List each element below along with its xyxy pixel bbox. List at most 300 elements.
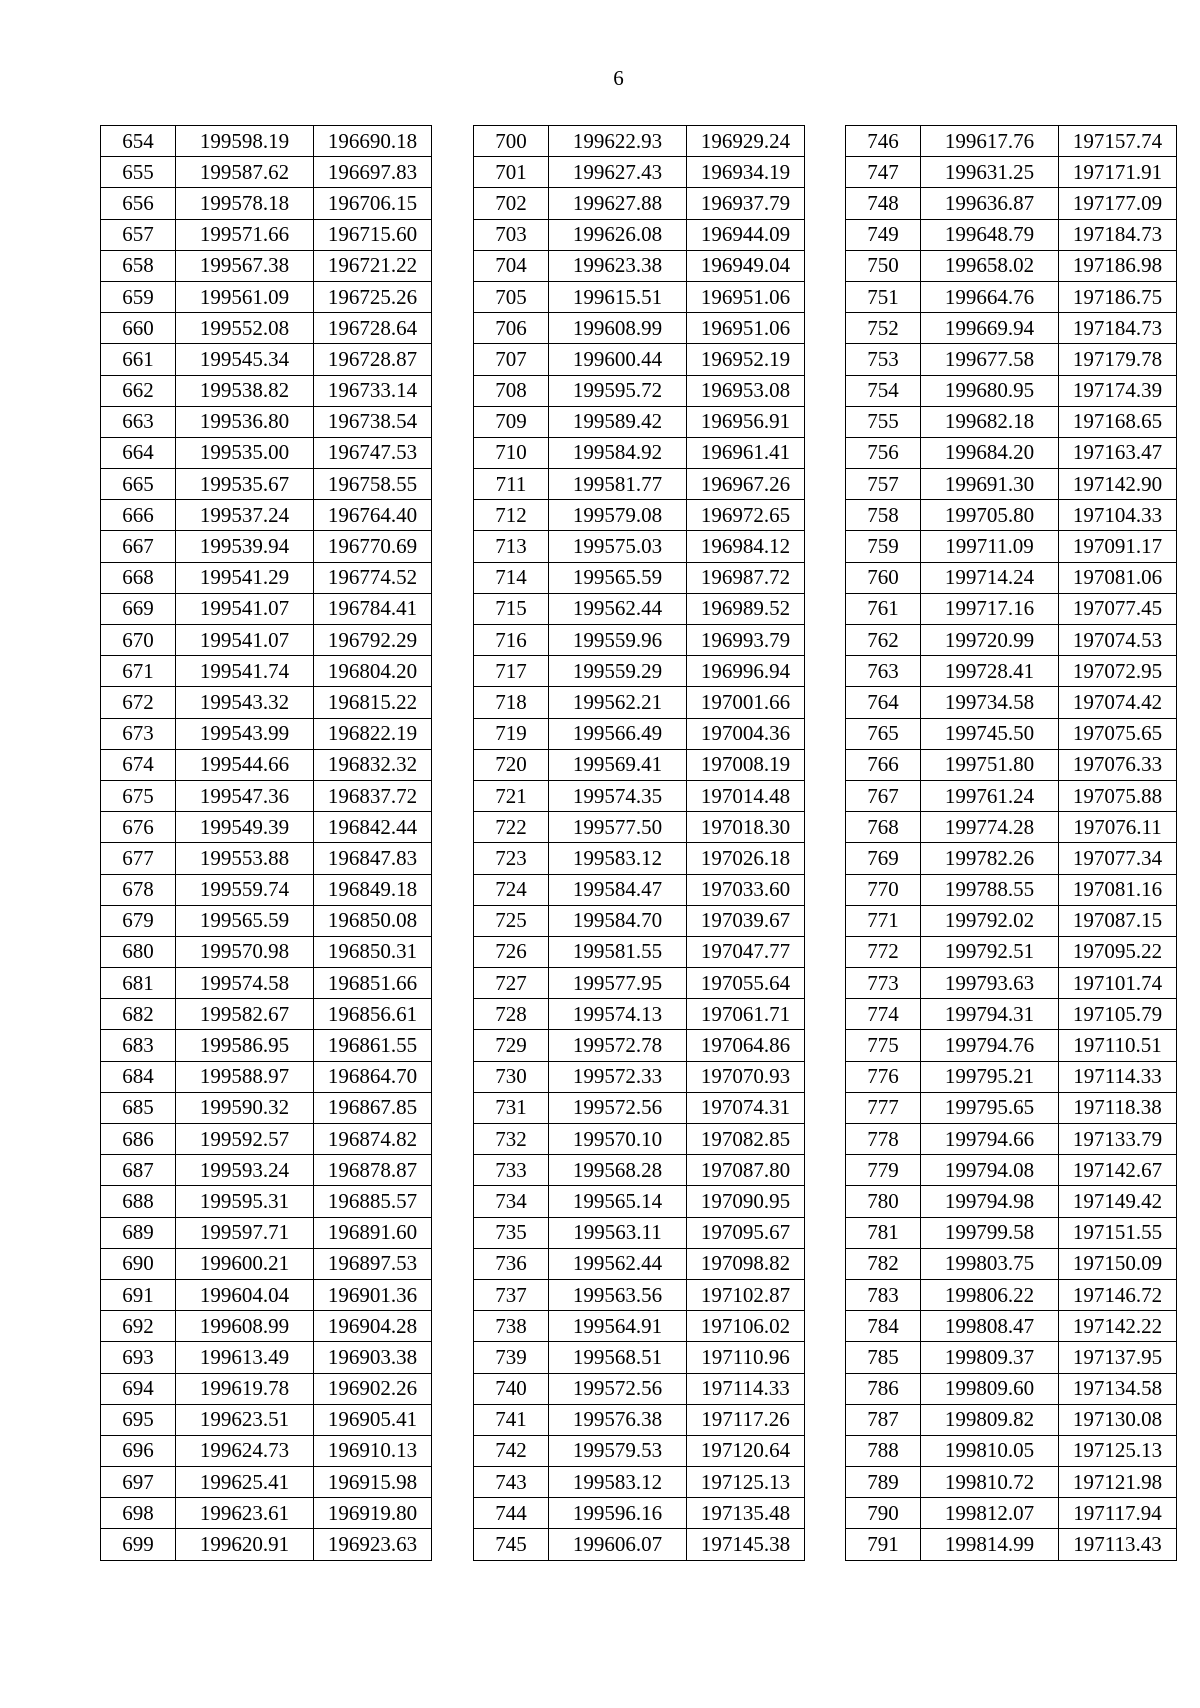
point-number-cell: 705 xyxy=(474,281,549,312)
point-number-cell: 745 xyxy=(474,1529,549,1560)
y-coordinate-cell: 196851.66 xyxy=(314,968,432,999)
x-coordinate-cell: 199543.32 xyxy=(176,687,314,718)
x-coordinate-cell: 199575.03 xyxy=(549,531,687,562)
table-row xyxy=(474,313,805,344)
point-number-cell: 764 xyxy=(846,687,921,718)
y-coordinate-cell: 197113.43 xyxy=(1059,1529,1177,1560)
x-coordinate-cell: 199564.91 xyxy=(549,1311,687,1342)
point-number-cell: 708 xyxy=(474,375,549,406)
table-row xyxy=(846,968,1177,999)
x-coordinate-cell: 199792.51 xyxy=(921,936,1059,967)
x-coordinate-cell: 199627.43 xyxy=(549,157,687,188)
x-coordinate-cell: 199795.65 xyxy=(921,1092,1059,1123)
table-row xyxy=(474,1311,805,1342)
point-number-cell: 738 xyxy=(474,1311,549,1342)
point-number-cell: 685 xyxy=(101,1092,176,1123)
x-coordinate-cell: 199669.94 xyxy=(921,313,1059,344)
y-coordinate-cell: 197087.15 xyxy=(1059,905,1177,936)
table-row xyxy=(474,1404,805,1435)
point-number-cell: 688 xyxy=(101,1186,176,1217)
y-coordinate-cell: 196733.14 xyxy=(314,375,432,406)
table-row xyxy=(101,968,432,999)
x-coordinate-cell: 199711.09 xyxy=(921,531,1059,562)
point-number-cell: 666 xyxy=(101,500,176,531)
y-coordinate-cell: 196901.36 xyxy=(314,1279,432,1310)
table-row xyxy=(846,531,1177,562)
x-coordinate-cell: 199544.66 xyxy=(176,749,314,780)
y-coordinate-cell: 196747.53 xyxy=(314,437,432,468)
y-coordinate-cell: 197047.77 xyxy=(687,936,805,967)
x-coordinate-cell: 199584.92 xyxy=(549,437,687,468)
point-number-cell: 786 xyxy=(846,1373,921,1404)
x-coordinate-cell: 199570.10 xyxy=(549,1124,687,1155)
y-coordinate-cell: 196910.13 xyxy=(314,1435,432,1466)
point-number-cell: 684 xyxy=(101,1061,176,1092)
point-number-cell: 756 xyxy=(846,437,921,468)
table-row xyxy=(846,1030,1177,1061)
table-row xyxy=(101,593,432,624)
point-number-cell: 703 xyxy=(474,219,549,250)
point-number-cell: 657 xyxy=(101,219,176,250)
y-coordinate-cell: 197134.58 xyxy=(1059,1373,1177,1404)
point-number-cell: 664 xyxy=(101,437,176,468)
table-row xyxy=(101,344,432,375)
table-row xyxy=(846,812,1177,843)
y-coordinate-cell: 197110.51 xyxy=(1059,1030,1177,1061)
point-number-cell: 777 xyxy=(846,1092,921,1123)
x-coordinate-cell: 199593.24 xyxy=(176,1155,314,1186)
point-number-cell: 722 xyxy=(474,812,549,843)
table-row xyxy=(101,500,432,531)
point-number-cell: 785 xyxy=(846,1342,921,1373)
point-number-cell: 787 xyxy=(846,1404,921,1435)
table-row xyxy=(474,1124,805,1155)
table-row xyxy=(474,1186,805,1217)
table-row xyxy=(101,1155,432,1186)
table-row xyxy=(101,1124,432,1155)
y-coordinate-cell: 196728.87 xyxy=(314,344,432,375)
x-coordinate-cell: 199625.41 xyxy=(176,1467,314,1498)
y-coordinate-cell: 196842.44 xyxy=(314,812,432,843)
table-row xyxy=(101,656,432,687)
point-number-cell: 661 xyxy=(101,344,176,375)
x-coordinate-cell: 199541.29 xyxy=(176,562,314,593)
x-coordinate-cell: 199536.80 xyxy=(176,406,314,437)
y-coordinate-cell: 196784.41 xyxy=(314,593,432,624)
y-coordinate-cell: 196837.72 xyxy=(314,780,432,811)
y-coordinate-cell: 197186.98 xyxy=(1059,250,1177,281)
table-row xyxy=(474,1092,805,1123)
table-row xyxy=(474,406,805,437)
table-row xyxy=(846,188,1177,219)
table-row xyxy=(101,1529,432,1560)
point-number-cell: 702 xyxy=(474,188,549,219)
y-coordinate-cell: 197081.06 xyxy=(1059,562,1177,593)
x-coordinate-cell: 199774.28 xyxy=(921,812,1059,843)
x-coordinate-cell: 199794.98 xyxy=(921,1186,1059,1217)
x-coordinate-cell: 199705.80 xyxy=(921,500,1059,531)
x-coordinate-cell: 199559.29 xyxy=(549,656,687,687)
point-number-cell: 782 xyxy=(846,1248,921,1279)
table-row xyxy=(474,437,805,468)
y-coordinate-cell: 197061.71 xyxy=(687,999,805,1030)
y-coordinate-cell: 196850.08 xyxy=(314,905,432,936)
x-coordinate-cell: 199608.99 xyxy=(176,1311,314,1342)
coordinate-table-3 xyxy=(845,125,1177,1561)
x-coordinate-cell: 199561.09 xyxy=(176,281,314,312)
point-number-cell: 668 xyxy=(101,562,176,593)
x-coordinate-cell: 199581.77 xyxy=(549,469,687,500)
point-number-cell: 752 xyxy=(846,313,921,344)
table-row xyxy=(846,1435,1177,1466)
table-row xyxy=(474,1030,805,1061)
x-coordinate-cell: 199577.95 xyxy=(549,968,687,999)
table-row xyxy=(846,780,1177,811)
x-coordinate-cell: 199720.99 xyxy=(921,625,1059,656)
point-number-cell: 673 xyxy=(101,718,176,749)
point-number-cell: 772 xyxy=(846,936,921,967)
table-row xyxy=(101,437,432,468)
table-row xyxy=(474,687,805,718)
table-row xyxy=(474,1061,805,1092)
x-coordinate-cell: 199717.16 xyxy=(921,593,1059,624)
y-coordinate-cell: 197102.87 xyxy=(687,1279,805,1310)
x-coordinate-cell: 199617.76 xyxy=(921,126,1059,157)
table-row xyxy=(474,656,805,687)
point-number-cell: 757 xyxy=(846,469,921,500)
point-number-cell: 733 xyxy=(474,1155,549,1186)
x-coordinate-cell: 199590.32 xyxy=(176,1092,314,1123)
point-number-cell: 780 xyxy=(846,1186,921,1217)
point-number-cell: 677 xyxy=(101,843,176,874)
point-number-cell: 690 xyxy=(101,1248,176,1279)
point-number-cell: 659 xyxy=(101,281,176,312)
y-coordinate-cell: 196867.85 xyxy=(314,1092,432,1123)
table-row xyxy=(846,469,1177,500)
point-number-cell: 740 xyxy=(474,1373,549,1404)
y-coordinate-cell: 196897.53 xyxy=(314,1248,432,1279)
x-coordinate-cell: 199792.02 xyxy=(921,905,1059,936)
y-coordinate-cell: 196905.41 xyxy=(314,1404,432,1435)
y-coordinate-cell: 197142.90 xyxy=(1059,469,1177,500)
y-coordinate-cell: 197105.79 xyxy=(1059,999,1177,1030)
point-number-cell: 699 xyxy=(101,1529,176,1560)
y-coordinate-cell: 197076.33 xyxy=(1059,749,1177,780)
point-number-cell: 656 xyxy=(101,188,176,219)
point-number-cell: 763 xyxy=(846,656,921,687)
x-coordinate-cell: 199562.44 xyxy=(549,593,687,624)
y-coordinate-cell: 197168.65 xyxy=(1059,406,1177,437)
table-row xyxy=(846,1311,1177,1342)
x-coordinate-cell: 199812.07 xyxy=(921,1498,1059,1529)
point-number-cell: 674 xyxy=(101,749,176,780)
point-number-cell: 791 xyxy=(846,1529,921,1560)
point-number-cell: 717 xyxy=(474,656,549,687)
table-row xyxy=(846,905,1177,936)
table-row xyxy=(846,437,1177,468)
x-coordinate-cell: 199623.51 xyxy=(176,1404,314,1435)
y-coordinate-cell: 197001.66 xyxy=(687,687,805,718)
table-row xyxy=(474,780,805,811)
point-number-cell: 693 xyxy=(101,1342,176,1373)
y-coordinate-cell: 196904.28 xyxy=(314,1311,432,1342)
x-coordinate-cell: 199552.08 xyxy=(176,313,314,344)
y-coordinate-cell: 196915.98 xyxy=(314,1467,432,1498)
point-number-cell: 776 xyxy=(846,1061,921,1092)
y-coordinate-cell: 196919.80 xyxy=(314,1498,432,1529)
y-coordinate-cell: 196792.29 xyxy=(314,625,432,656)
x-coordinate-cell: 199566.49 xyxy=(549,718,687,749)
point-number-cell: 728 xyxy=(474,999,549,1030)
table-row xyxy=(101,188,432,219)
x-coordinate-cell: 199583.12 xyxy=(549,1467,687,1498)
point-number-cell: 790 xyxy=(846,1498,921,1529)
y-coordinate-cell: 197033.60 xyxy=(687,874,805,905)
x-coordinate-cell: 199565.59 xyxy=(176,905,314,936)
table-row xyxy=(846,375,1177,406)
x-coordinate-cell: 199567.38 xyxy=(176,250,314,281)
x-coordinate-cell: 199810.05 xyxy=(921,1435,1059,1466)
x-coordinate-cell: 199576.38 xyxy=(549,1404,687,1435)
table-row xyxy=(846,1186,1177,1217)
table-row xyxy=(474,157,805,188)
table-row xyxy=(474,188,805,219)
y-coordinate-cell: 196822.19 xyxy=(314,718,432,749)
x-coordinate-cell: 199537.24 xyxy=(176,500,314,531)
y-coordinate-cell: 196697.83 xyxy=(314,157,432,188)
table-row xyxy=(846,1092,1177,1123)
x-coordinate-cell: 199574.13 xyxy=(549,999,687,1030)
x-coordinate-cell: 199600.44 xyxy=(549,344,687,375)
point-number-cell: 706 xyxy=(474,313,549,344)
y-coordinate-cell: 197072.95 xyxy=(1059,656,1177,687)
y-coordinate-cell: 197090.95 xyxy=(687,1186,805,1217)
y-coordinate-cell: 196764.40 xyxy=(314,500,432,531)
x-coordinate-cell: 199545.34 xyxy=(176,344,314,375)
x-coordinate-cell: 199794.08 xyxy=(921,1155,1059,1186)
point-number-cell: 751 xyxy=(846,281,921,312)
point-number-cell: 779 xyxy=(846,1155,921,1186)
point-number-cell: 700 xyxy=(474,126,549,157)
y-coordinate-cell: 197130.08 xyxy=(1059,1404,1177,1435)
x-coordinate-cell: 199631.25 xyxy=(921,157,1059,188)
point-number-cell: 748 xyxy=(846,188,921,219)
y-coordinate-cell: 197177.09 xyxy=(1059,188,1177,219)
x-coordinate-cell: 199577.50 xyxy=(549,812,687,843)
x-coordinate-cell: 199613.49 xyxy=(176,1342,314,1373)
table-row xyxy=(474,999,805,1030)
y-coordinate-cell: 196996.94 xyxy=(687,656,805,687)
table-row xyxy=(474,905,805,936)
y-coordinate-cell: 196944.09 xyxy=(687,219,805,250)
table-row xyxy=(474,219,805,250)
table-row xyxy=(846,562,1177,593)
x-coordinate-cell: 199751.80 xyxy=(921,749,1059,780)
point-number-cell: 741 xyxy=(474,1404,549,1435)
point-number-cell: 737 xyxy=(474,1279,549,1310)
x-coordinate-cell: 199809.37 xyxy=(921,1342,1059,1373)
table-row xyxy=(101,1342,432,1373)
point-number-cell: 687 xyxy=(101,1155,176,1186)
point-number-cell: 723 xyxy=(474,843,549,874)
table-row xyxy=(101,780,432,811)
coordinate-table-2 xyxy=(473,125,805,1561)
table-row xyxy=(846,1061,1177,1092)
point-number-cell: 679 xyxy=(101,905,176,936)
point-number-cell: 712 xyxy=(474,500,549,531)
x-coordinate-cell: 199728.41 xyxy=(921,656,1059,687)
y-coordinate-cell: 196850.31 xyxy=(314,936,432,967)
x-coordinate-cell: 199620.91 xyxy=(176,1529,314,1560)
y-coordinate-cell: 197114.33 xyxy=(687,1373,805,1404)
table-row xyxy=(846,999,1177,1030)
point-number-cell: 768 xyxy=(846,812,921,843)
x-coordinate-cell: 199568.28 xyxy=(549,1155,687,1186)
y-coordinate-cell: 196721.22 xyxy=(314,250,432,281)
table-row xyxy=(846,500,1177,531)
table-row xyxy=(846,281,1177,312)
point-number-cell: 739 xyxy=(474,1342,549,1373)
x-coordinate-cell: 199809.82 xyxy=(921,1404,1059,1435)
table-row xyxy=(474,968,805,999)
x-coordinate-cell: 199541.07 xyxy=(176,593,314,624)
x-coordinate-cell: 199549.39 xyxy=(176,812,314,843)
table-row xyxy=(474,500,805,531)
x-coordinate-cell: 199622.93 xyxy=(549,126,687,157)
x-coordinate-cell: 199538.82 xyxy=(176,375,314,406)
table-row xyxy=(846,1124,1177,1155)
point-number-cell: 709 xyxy=(474,406,549,437)
y-coordinate-cell: 197133.79 xyxy=(1059,1124,1177,1155)
y-coordinate-cell: 197114.33 xyxy=(1059,1061,1177,1092)
table-row xyxy=(846,1248,1177,1279)
table-row xyxy=(846,936,1177,967)
y-coordinate-cell: 197014.48 xyxy=(687,780,805,811)
point-number-cell: 753 xyxy=(846,344,921,375)
table-row xyxy=(474,1217,805,1248)
table-row xyxy=(101,157,432,188)
point-number-cell: 747 xyxy=(846,157,921,188)
table-row xyxy=(846,1498,1177,1529)
x-coordinate-cell: 199636.87 xyxy=(921,188,1059,219)
y-coordinate-cell: 196972.65 xyxy=(687,500,805,531)
x-coordinate-cell: 199648.79 xyxy=(921,219,1059,250)
point-number-cell: 754 xyxy=(846,375,921,406)
table-row xyxy=(846,593,1177,624)
y-coordinate-cell: 196891.60 xyxy=(314,1217,432,1248)
y-coordinate-cell: 197075.65 xyxy=(1059,718,1177,749)
y-coordinate-cell: 197117.26 xyxy=(687,1404,805,1435)
table-row xyxy=(101,936,432,967)
point-number-cell: 758 xyxy=(846,500,921,531)
x-coordinate-cell: 199571.66 xyxy=(176,219,314,250)
x-coordinate-cell: 199569.41 xyxy=(549,749,687,780)
table-row xyxy=(846,1155,1177,1186)
x-coordinate-cell: 199595.72 xyxy=(549,375,687,406)
point-number-cell: 732 xyxy=(474,1124,549,1155)
x-coordinate-cell: 199677.58 xyxy=(921,344,1059,375)
y-coordinate-cell: 196874.82 xyxy=(314,1124,432,1155)
table-row xyxy=(101,313,432,344)
y-coordinate-cell: 197095.67 xyxy=(687,1217,805,1248)
table-row xyxy=(474,1342,805,1373)
x-coordinate-cell: 199559.96 xyxy=(549,625,687,656)
x-coordinate-cell: 199595.31 xyxy=(176,1186,314,1217)
x-coordinate-cell: 199682.18 xyxy=(921,406,1059,437)
point-number-cell: 675 xyxy=(101,780,176,811)
y-coordinate-cell: 196878.87 xyxy=(314,1155,432,1186)
x-coordinate-cell: 199684.20 xyxy=(921,437,1059,468)
point-number-cell: 710 xyxy=(474,437,549,468)
table-row xyxy=(474,625,805,656)
point-number-cell: 721 xyxy=(474,780,549,811)
table-row xyxy=(846,1279,1177,1310)
x-coordinate-cell: 199547.36 xyxy=(176,780,314,811)
table-row xyxy=(846,749,1177,780)
y-coordinate-cell: 196849.18 xyxy=(314,874,432,905)
y-coordinate-cell: 196715.60 xyxy=(314,219,432,250)
x-coordinate-cell: 199664.76 xyxy=(921,281,1059,312)
point-number-cell: 663 xyxy=(101,406,176,437)
y-coordinate-cell: 196952.19 xyxy=(687,344,805,375)
y-coordinate-cell: 196690.18 xyxy=(314,126,432,157)
x-coordinate-cell: 199562.21 xyxy=(549,687,687,718)
y-coordinate-cell: 197095.22 xyxy=(1059,936,1177,967)
y-coordinate-cell: 196864.70 xyxy=(314,1061,432,1092)
point-number-cell: 682 xyxy=(101,999,176,1030)
x-coordinate-cell: 199600.21 xyxy=(176,1248,314,1279)
table-row xyxy=(474,874,805,905)
table-row xyxy=(846,625,1177,656)
x-coordinate-cell: 199597.71 xyxy=(176,1217,314,1248)
point-number-cell: 760 xyxy=(846,562,921,593)
point-number-cell: 678 xyxy=(101,874,176,905)
table-row xyxy=(846,313,1177,344)
y-coordinate-cell: 197008.19 xyxy=(687,749,805,780)
x-coordinate-cell: 199806.22 xyxy=(921,1279,1059,1310)
x-coordinate-cell: 199584.47 xyxy=(549,874,687,905)
point-number-cell: 698 xyxy=(101,1498,176,1529)
y-coordinate-cell: 196847.83 xyxy=(314,843,432,874)
table-row xyxy=(846,1467,1177,1498)
x-coordinate-cell: 199586.95 xyxy=(176,1030,314,1061)
point-number-cell: 704 xyxy=(474,250,549,281)
point-number-cell: 784 xyxy=(846,1311,921,1342)
table-row xyxy=(846,687,1177,718)
y-coordinate-cell: 197142.67 xyxy=(1059,1155,1177,1186)
x-coordinate-cell: 199745.50 xyxy=(921,718,1059,749)
x-coordinate-cell: 199541.07 xyxy=(176,625,314,656)
x-coordinate-cell: 199624.73 xyxy=(176,1435,314,1466)
point-number-cell: 774 xyxy=(846,999,921,1030)
table-row xyxy=(101,718,432,749)
point-number-cell: 727 xyxy=(474,968,549,999)
x-coordinate-cell: 199565.14 xyxy=(549,1186,687,1217)
y-coordinate-cell: 197163.47 xyxy=(1059,437,1177,468)
y-coordinate-cell: 196861.55 xyxy=(314,1030,432,1061)
point-number-cell: 683 xyxy=(101,1030,176,1061)
y-coordinate-cell: 197151.55 xyxy=(1059,1217,1177,1248)
x-coordinate-cell: 199584.70 xyxy=(549,905,687,936)
x-coordinate-cell: 199583.12 xyxy=(549,843,687,874)
y-coordinate-cell: 197142.22 xyxy=(1059,1311,1177,1342)
table-row xyxy=(474,1529,805,1560)
x-coordinate-cell: 199794.31 xyxy=(921,999,1059,1030)
x-coordinate-cell: 199615.51 xyxy=(549,281,687,312)
point-number-cell: 778 xyxy=(846,1124,921,1155)
table-row xyxy=(846,126,1177,157)
y-coordinate-cell: 196949.04 xyxy=(687,250,805,281)
